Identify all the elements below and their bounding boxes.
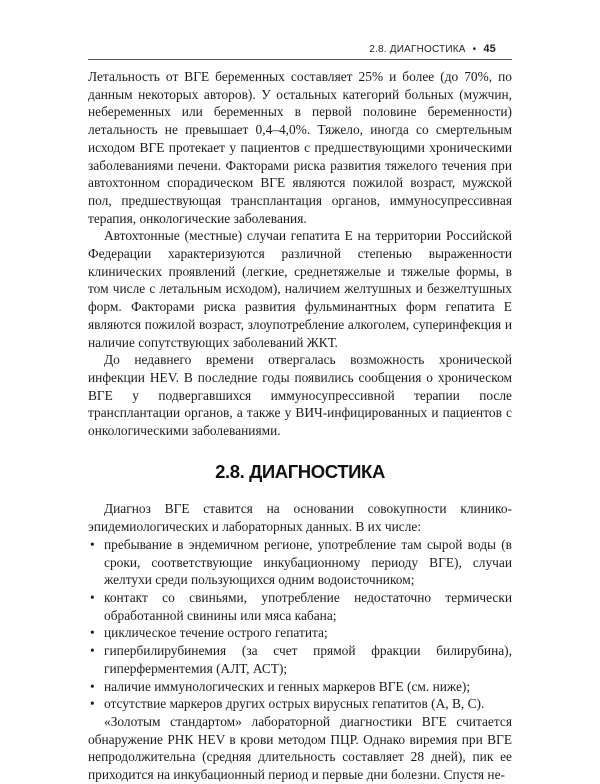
- list-item: [88, 536, 512, 589]
- list-item-text: контакт со свиньями, употребление недостаточно термически обработанной свинины или мяса кабана;: [104, 589, 512, 623]
- bullet-glyph: •: [90, 696, 95, 712]
- paragraph-gold-standard: «Золотым стандартом» лабораторной диагностики ВГЕ считается обнаружение РНК HEV в крови методом ПЦР. Однако виремия при ВГЕ непродолжительна (средняя длительность составляет 28 дней), пик ее приходится на инкубационный период и первые дни болезни. Спустя не-: [88, 713, 512, 783]
- list-item-text: циклическое течение острого гепатита;: [104, 625, 328, 641]
- list-item: [88, 642, 512, 677]
- running-head: [369, 43, 496, 55]
- page-body: [88, 68, 512, 784]
- bullet-glyph: •: [90, 643, 95, 659]
- list-item-text: отсутствие маркеров других острых вирусных гепатитов (А, В, С).: [104, 696, 485, 712]
- paragraph-lethality: Летальность от ВГЕ беременных составляет 25% и более (до 70%, по данным некоторых авторов). У остальных категорий больных (мужчин, небеременных или беременных в первой половине беременности) летальность не превышает 0,4–4,0%. Тяжело, иногда со смертельным исходом ВГЕ протекает у пациентов с предшествующими хроническими заболеваниями печени. Факторами риска развития тяжелого течения при автохтонном спорадическом ВГЕ являются пожилой возраст, мужской пол, предшествующая трансплантация органов, иммуносупрессивная терапия, онкологические заболевания.: [88, 69, 512, 226]
- section-title: 2.8. ДИАГНОСТИКА: [215, 460, 385, 482]
- bullet-glyph: •: [90, 625, 95, 641]
- criteria-list: [88, 536, 512, 713]
- list-item-text: пребывание в эндемичном регионе, употребление там сырой воды (в сроки, соответствующие инкубационному периоду ВГЕ), случаи желтухи среди пользующихся одним водоисточником;: [104, 536, 512, 588]
- paragraph-intro: Диагноз ВГЕ ставится на основании совокупности клинико-эпидемиологических и лабораторных данных. В их числе:: [88, 501, 512, 535]
- running-head-bullet: •: [472, 43, 477, 55]
- list-item: [88, 678, 512, 696]
- list-item: [88, 589, 512, 624]
- list-item: [88, 695, 512, 713]
- header-rule: [88, 59, 512, 60]
- page-number: 45: [483, 43, 496, 55]
- paragraph-autochthonous: Автохтонные (местные) случаи гепатита Е на территории Российской Федерации характеризуются различной степенью выраженности клинических проявлений (легкие, среднетяжелые и тяжелые формы, в том числе с летальным исходом), наличием желтушных и безжелтушных форм. Факторами риска развития фульминантных форм гепатита Е являются пожилой возраст, злоупотребление алкоголем, суперинфекция и наличие сопутствующих заболеваний ЖКТ.: [88, 228, 512, 350]
- bullet-glyph: •: [90, 589, 95, 605]
- bullet-glyph: •: [90, 536, 95, 552]
- list-item-text: наличие иммунологических и генных маркеров ВГЕ (см. ниже);: [104, 678, 471, 694]
- bullet-glyph: •: [90, 678, 95, 694]
- list-item: [88, 624, 512, 642]
- list-item-text: гипербилирубинемия (за счет прямой фракции билирубина), гиперферментемия (АЛТ, АСТ);: [104, 643, 512, 676]
- paragraph-chronic: До недавнего времени отвергалась возможность хронической инфекции HEV. В последние годы появились сообщения о хроническом ВГЕ у подвергавшихся иммуносупрессивной терапии после трансплантации органов, а также у ВИЧ-инфицированных и пациентов с онкологическими заболеваниями.: [88, 352, 512, 439]
- running-head-section: 2.8. ДИАГНОСТИКА: [369, 43, 466, 55]
